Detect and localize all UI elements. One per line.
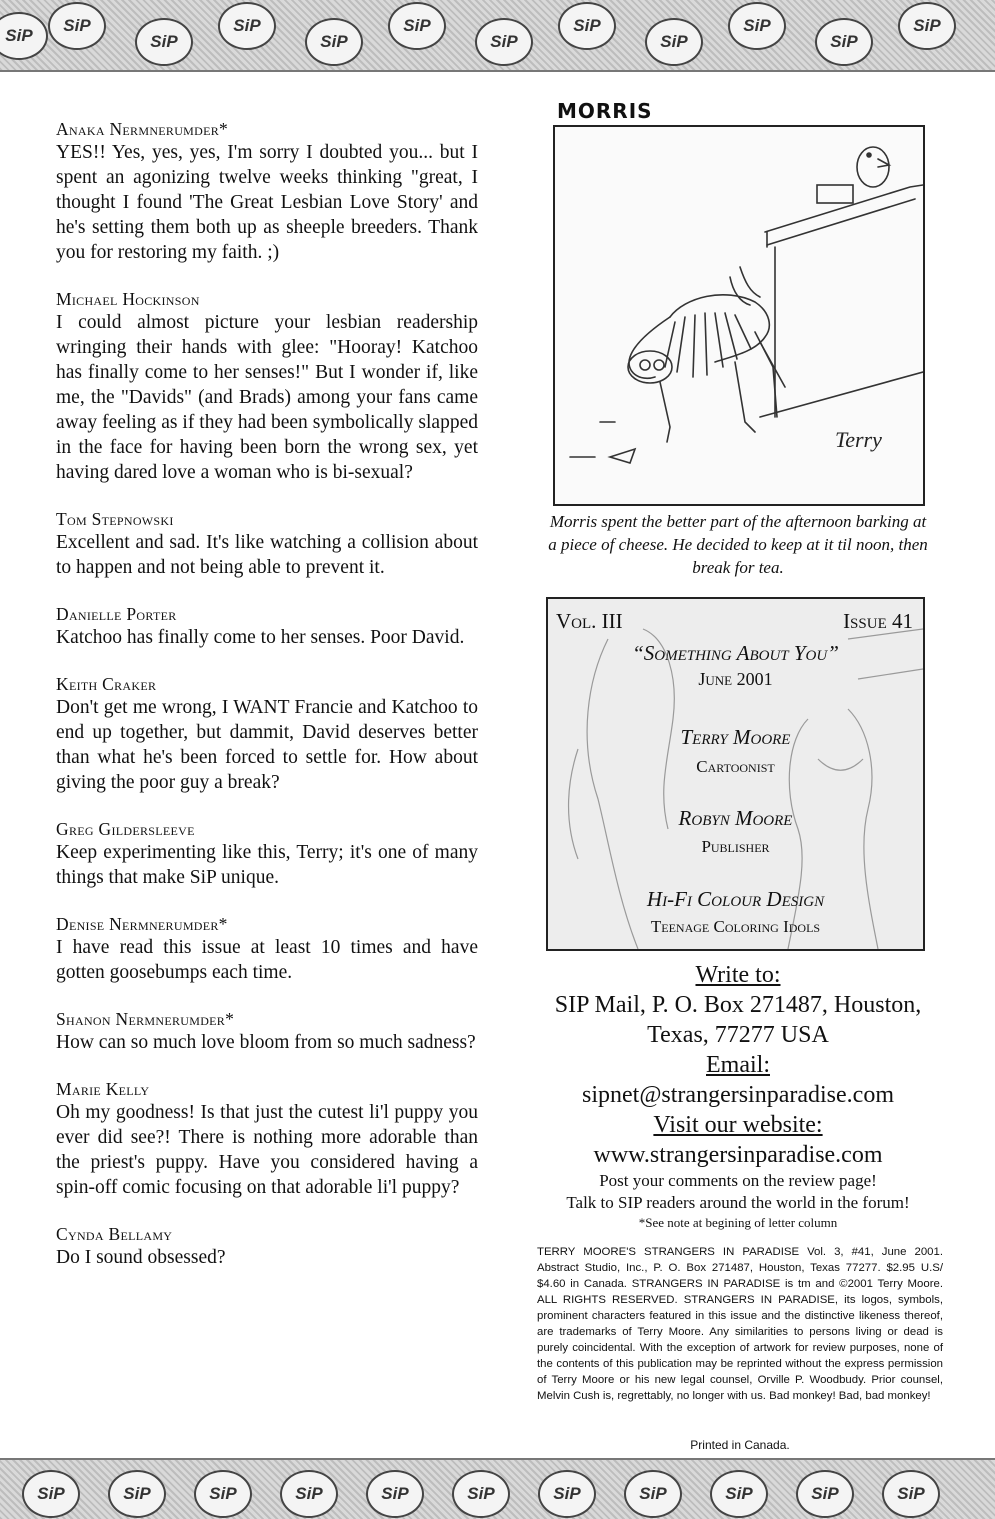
letter — [56, 118, 478, 265]
letter — [56, 1078, 478, 1200]
letter-author: Greg Gildersleeve — [56, 819, 195, 839]
volume-label: Vol. III — [556, 609, 623, 633]
morris-caption: Morris spent the better part of the afternoon barking at a piece of cheese. He decided to keep at it til noon, then break for tea. — [548, 512, 928, 577]
cartoonist-name: Terry Moore — [680, 725, 791, 749]
sip-logo: SiP — [280, 1470, 338, 1518]
sip-logo: SiP — [710, 1470, 768, 1518]
letters-column — [56, 118, 478, 1293]
colour-design-title: Hi-Fi Colour Design — [646, 887, 825, 911]
letter-author: Danielle Porter — [56, 604, 177, 624]
sip-logo: SiP — [135, 18, 193, 66]
story-title: “Something About You” — [632, 641, 839, 665]
sip-logo: SiP — [624, 1470, 682, 1518]
credits-box — [546, 597, 925, 951]
letter-text: I have read this issue at least 10 times and have gotten goosebumps each time. — [56, 937, 478, 983]
printed-in: Printed in Canada. — [690, 1438, 790, 1452]
sip-logo: SiP — [898, 2, 956, 50]
sip-logo: SiP — [882, 1470, 940, 1518]
publisher-name: Robyn Moore — [678, 806, 793, 830]
top-border — [0, 0, 995, 72]
letter — [56, 913, 478, 985]
footnote: *See note at begining of letter column — [638, 1215, 838, 1230]
sip-logo: SiP — [388, 2, 446, 50]
forum-note: Talk to SIP readers around the world in the forum! — [566, 1193, 910, 1212]
letter-text: Do I sound obsessed? — [56, 1247, 226, 1268]
website-label: Visit our website: — [653, 1112, 823, 1138]
write-to-label: Write to: — [695, 962, 781, 988]
letter-text: Katchoo has finally come to her senses. Poor David. — [56, 627, 465, 648]
review-page-note: Post your comments on the review page! — [599, 1171, 877, 1190]
sip-logo: SiP — [796, 1470, 854, 1518]
email-address[interactable]: sipnet@strangersinparadise.com — [581, 1082, 894, 1108]
letter-text: Oh my goodness! Is that just the cutest li'l puppy you ever did see?! There is nothing more adorable than the priest's puppy. Have you considered having a spin-off comic focusing on that adorable li'l puppy? — [56, 1102, 478, 1198]
letter-author: Denise Nermnerumder* — [56, 914, 228, 934]
letter-text: YES!! Yes, yes, yes, I'm sorry I doubted you... but I spent an agonizing twelve weeks thinking "great, I thought I found 'The Great Lesbian Love Story' and he's setting them both up as sheeple breeders. Thank you for restoring my faith. ;) — [56, 142, 478, 263]
letter — [56, 1008, 478, 1055]
mailing-address: SIP Mail, P. O. Box 271487, Houston, Texas, 77277 USA — [554, 992, 922, 1048]
bottom-border — [0, 1458, 995, 1519]
sip-logo: SiP — [0, 12, 48, 60]
letter-author: Shanon Nermnerumder* — [56, 1009, 235, 1029]
sip-logo: SiP — [475, 18, 533, 66]
letter-text: I could almost picture your lesbian readership wringing their hands with glee: "Hooray! Katchoo has finally come to her senses!" But I wonder if, like me, the "Davids" (and Brads) among your fans came away feeling as if they had been symbolically slapped in the face for having been born the wrong sex, yet having dared love a woman who is bi-sexual? — [56, 312, 478, 483]
letter-text: How can so much love bloom from so much sadness? — [56, 1032, 476, 1053]
letter — [56, 673, 478, 795]
email-label: Email: — [706, 1052, 770, 1078]
letter-author: Marie Kelly — [56, 1079, 150, 1099]
letter-text: Keep experimenting like this, Terry; it's one of many things that make SiP unique. — [56, 842, 478, 888]
sip-logo: SiP — [218, 2, 276, 50]
sip-logo: SiP — [452, 1470, 510, 1518]
sip-logo: SiP — [815, 18, 873, 66]
letter-author: Tom Stepnowski — [56, 509, 174, 529]
issue-date: June 2001 — [698, 669, 773, 689]
morris-sketch — [555, 127, 923, 504]
sip-logo: SiP — [48, 2, 106, 50]
letter-author: Cynda Bellamy — [56, 1224, 173, 1244]
letter — [56, 603, 478, 650]
sip-logo: SiP — [194, 1470, 252, 1518]
letter — [56, 1223, 478, 1270]
letter-text: Excellent and sad. It's like watching a collision about to happen and not being able to prevent it. — [56, 532, 478, 578]
website-url[interactable]: www.strangersinparadise.com — [593, 1142, 883, 1168]
sip-logo: SiP — [305, 18, 363, 66]
legal-notice: TERRY MOORE'S STRANGERS IN PARADISE Vol. 3, #41, June 2001. Abstract Studio, Inc., P. O. Box 271487, Houston, Texas 77277. $2.95 U.S/ $4.60 in Canada. STRANGERS IN PARADISE is tm and ©2001 Terry Moore. ALL RIGHTS RESERVED. STRANGERS IN PARADISE, its logos, symbols, prominent characters featured in this issue and the distinctive likeness thereof, are trademarks of Terry Moore. Any similarities to persons living or dead is purely coincidental. With the exception of artwork for review purposes, none of the contents of this publication may be reprinted without the express permission of Terry Moore or his new legal counsel, Orville P. Woodbudy. Prior counsel, Melvin Cush is, regrettably, no longer with us. Bad monkey! Bad, bad monkey! — [537, 1246, 943, 1402]
sip-logo: SiP — [366, 1470, 424, 1518]
sip-logo: SiP — [22, 1470, 80, 1518]
artist-signature: Terry — [835, 427, 882, 452]
cartoonist-role: Cartoonist — [696, 757, 775, 776]
letter-author: Keith Craker — [56, 674, 157, 694]
contact-info — [528, 960, 948, 1232]
letter-author: Michael Hockinson — [56, 289, 200, 309]
morris-comic-panel — [553, 125, 925, 506]
sip-logo: SiP — [728, 2, 786, 50]
morris-title: MORRIS — [557, 99, 653, 123]
letter-text: Don't get me wrong, I WANT Francie and Katchoo to end up together, but dammit, David deserves better than what he's been forced to settle for. How about giving the poor guy a break? — [56, 697, 478, 793]
letter-author: Anaka Nermnerumder* — [56, 119, 229, 139]
sip-logo: SiP — [108, 1470, 166, 1518]
issue-label: Issue 41 — [843, 609, 913, 633]
publisher-role: Publisher — [701, 837, 770, 856]
sip-logo: SiP — [558, 2, 616, 50]
letter — [56, 818, 478, 890]
letter — [56, 288, 478, 485]
colour-design-name: Teenage Coloring Idols — [650, 917, 821, 936]
letter — [56, 508, 478, 580]
sip-logo: SiP — [645, 18, 703, 66]
sip-logo: SiP — [538, 1470, 596, 1518]
